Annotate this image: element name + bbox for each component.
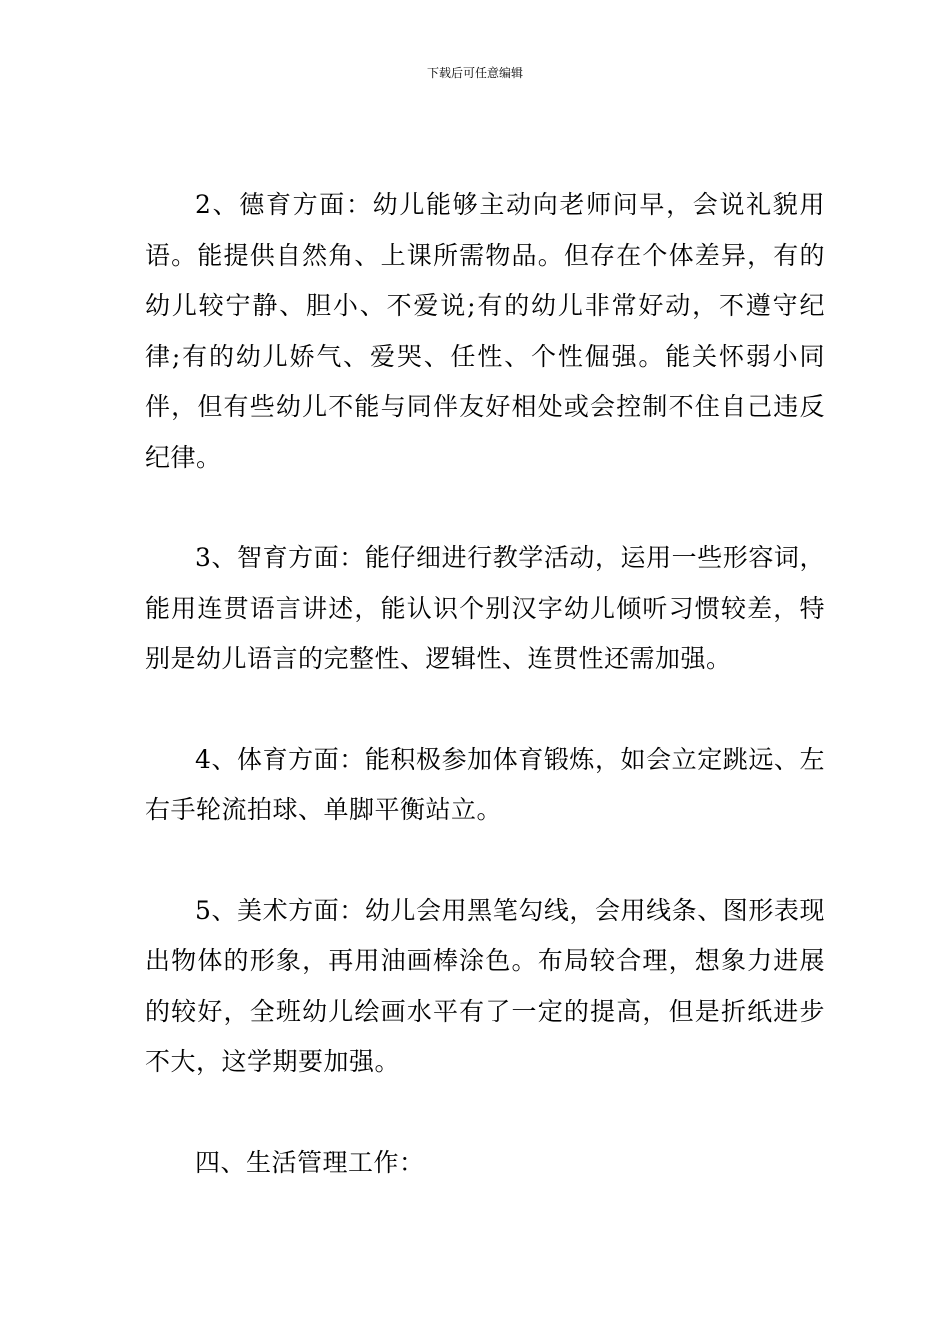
paragraph-moral-education: 2、德育方面：幼儿能够主动向老师问早，会说礼貌用语。能提供自然角、上课所需物品。但存在个体差异，有的幼儿较宁静、胆小、不爱说;有的幼儿非常好动，不遵守纪律;有的幼儿娇气、爱哭、任性、个性倔强。能关怀弱小同伴，但有些幼儿不能与同伴友好相处或会控制不住自己违反纪律。 bbox=[145, 190, 825, 472]
paragraph-gap bbox=[145, 483, 825, 533]
paragraph-intellectual-education: 3、智育方面：能仔细进行教学活动，运用一些形容词，能用连贯语言讲述，能认识个别汉字幼儿倾听习惯较差，特别是幼儿语言的完整性、逻辑性、连贯性还需加强。 bbox=[145, 543, 825, 673]
paragraph-art-education: 5、美术方面：幼儿会用黑笔勾线，会用线条、图形表现出物体的形象，再用油画棒涂色。布局较合理，想象力进展的较好，全班幼儿绘画水平有了一定的提高，但是折纸进步不大，这学期要加强。 bbox=[145, 895, 825, 1076]
paragraph-gap bbox=[145, 836, 825, 886]
page-header-note: 下载后可任意编辑 bbox=[426, 66, 523, 80]
paragraph-gap bbox=[145, 1088, 825, 1138]
document-body bbox=[145, 180, 825, 1188]
paragraph-physical-education: 4、体育方面：能积极参加体育锻炼，如会立定跳远、左右手轮流拍球、单脚平衡站立。 bbox=[145, 744, 825, 824]
section-heading-life-management: 四、生活管理工作： bbox=[195, 1147, 425, 1177]
paragraph-gap bbox=[145, 685, 825, 735]
